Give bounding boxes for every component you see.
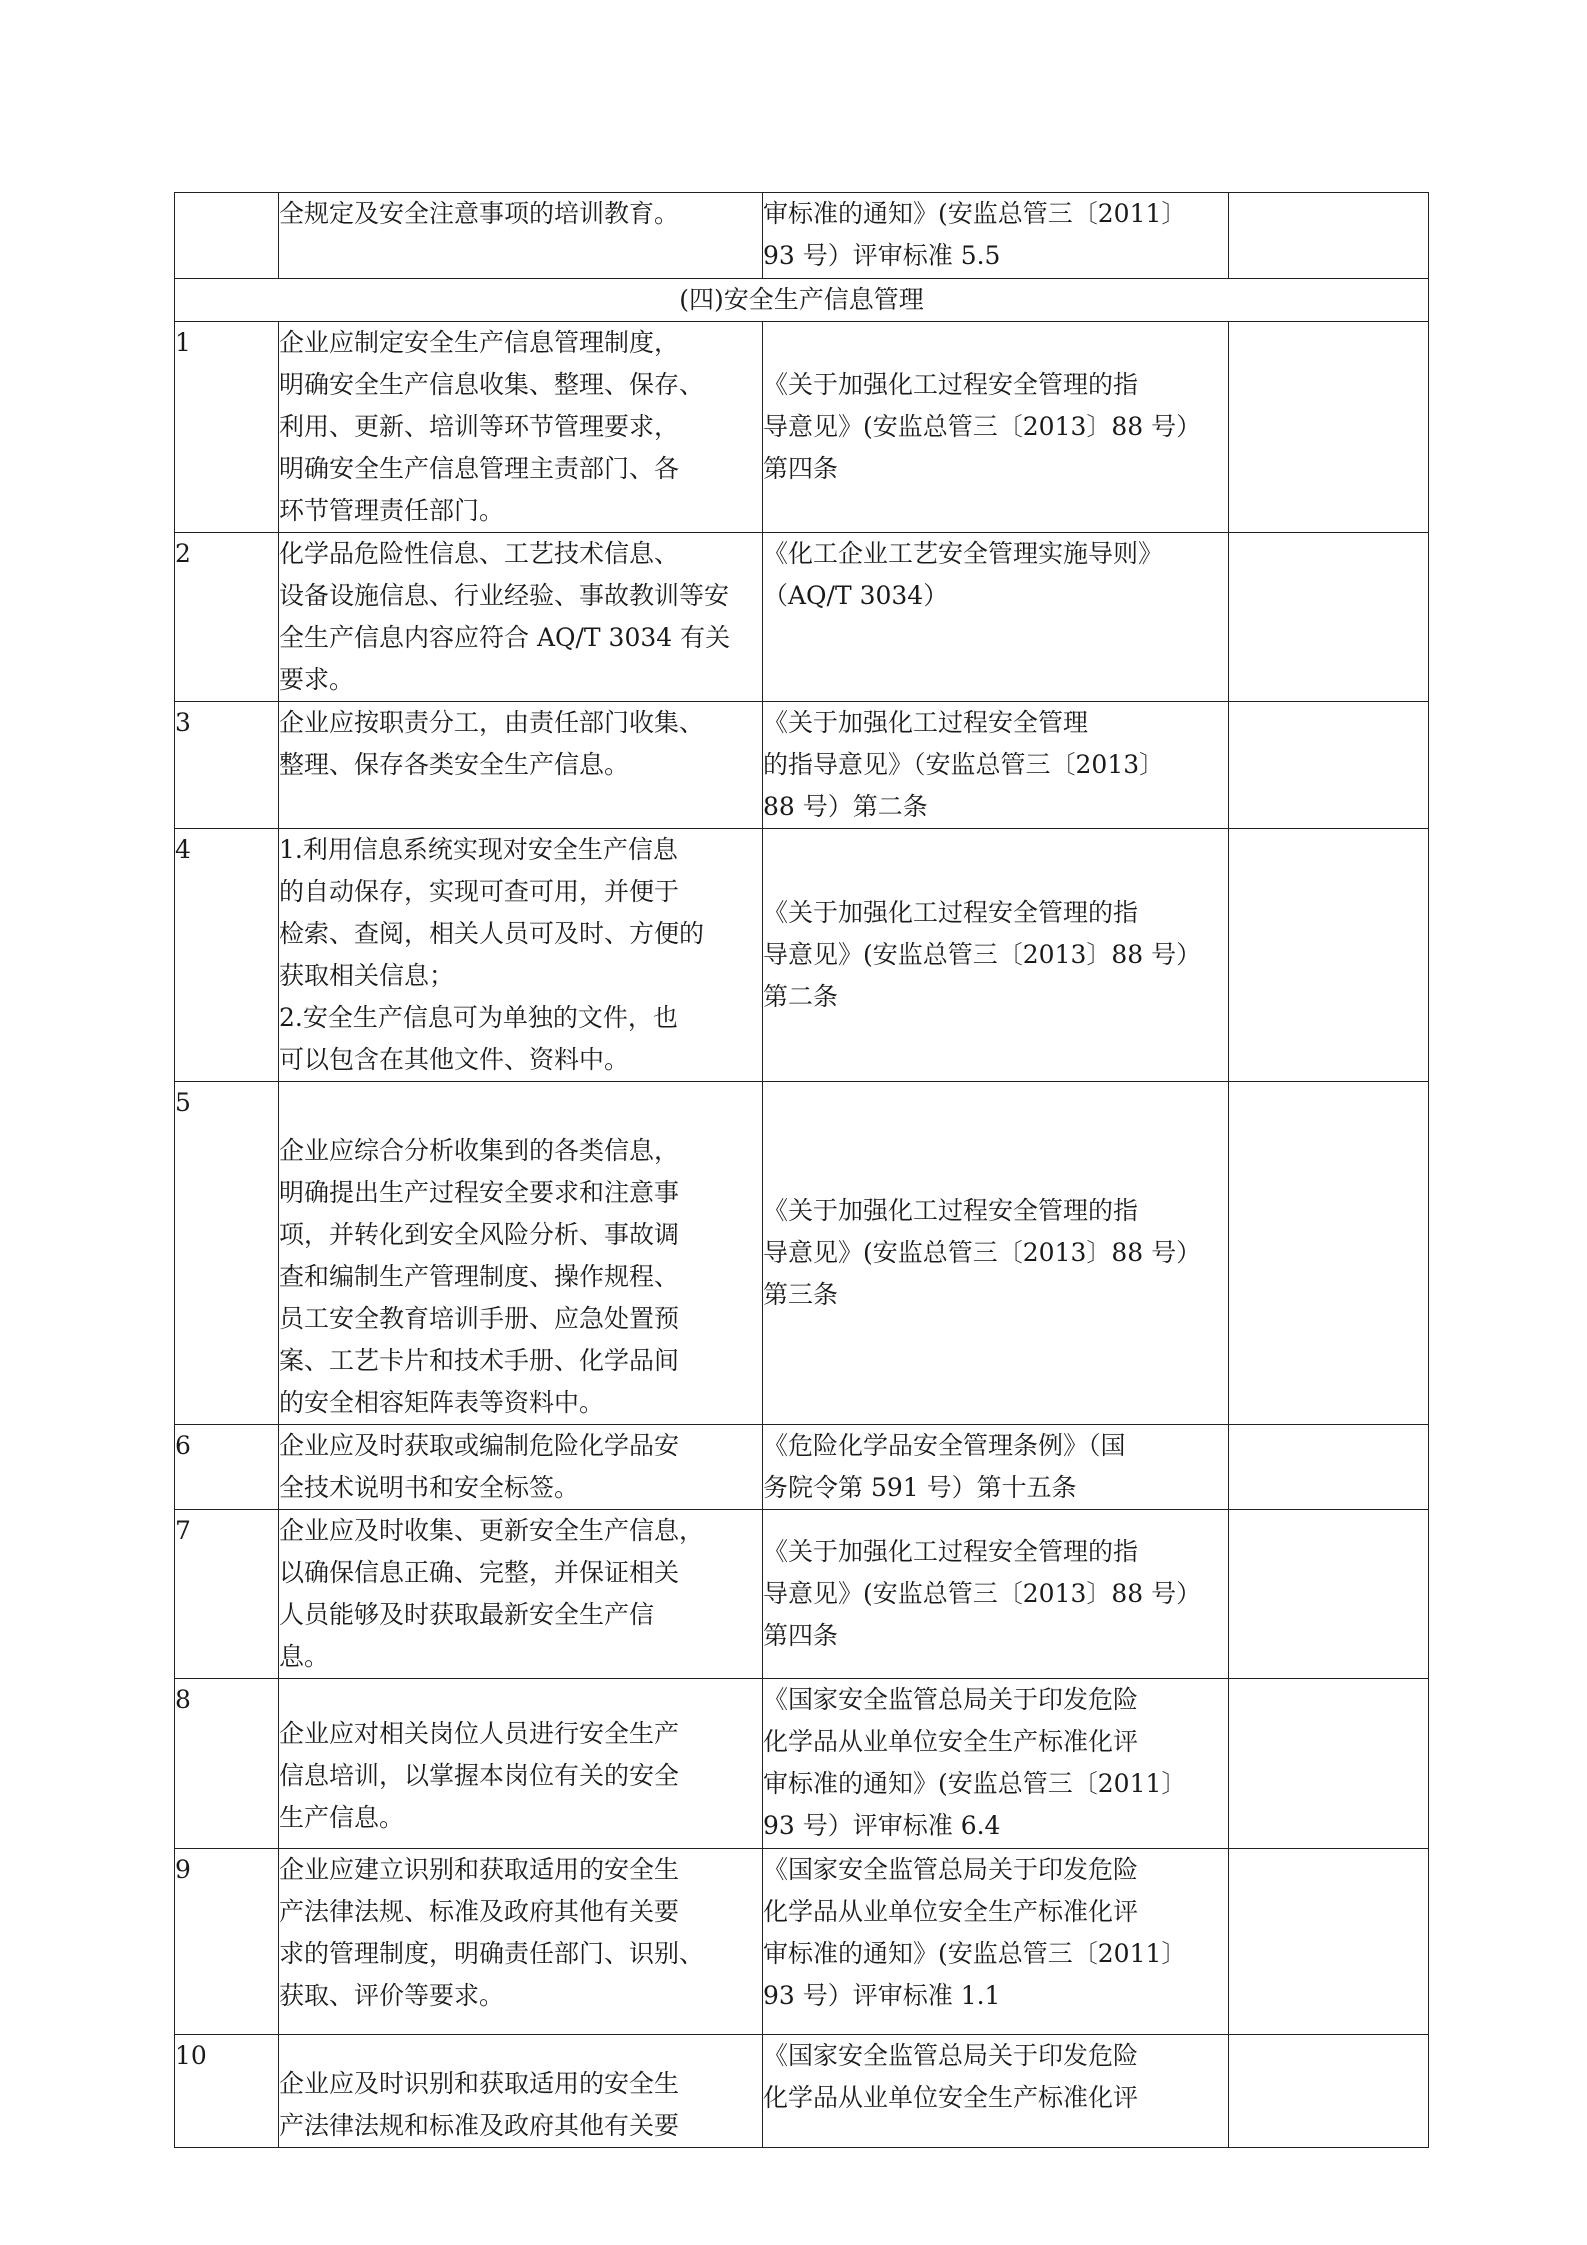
text-line: 息。	[279, 1642, 330, 1671]
table-row	[175, 193, 1429, 279]
text-line: 导意见》(安监总管三〔2013〕88 号）	[763, 940, 1202, 969]
text-line: 可以包含在其他文件、资料中。	[279, 1045, 630, 1074]
text-line: 《危险化学品安全管理条例》（国	[763, 1431, 1126, 1460]
requirements-table	[174, 192, 1429, 2148]
remark-cell	[1229, 1082, 1429, 1425]
text-line: 审标准的通知》(安监总管三〔2011〕	[763, 1769, 1187, 1798]
text-line: 93 号）评审标准 1.1	[763, 1981, 1001, 2010]
remark-cell	[1229, 322, 1429, 533]
text-line: 案、工艺卡片和技术手册、化学品间	[279, 1346, 680, 1375]
table-row	[175, 1510, 1429, 1679]
remark-cell	[1229, 1425, 1429, 1510]
text-line: 导意见》(安监总管三〔2013〕88 号）	[763, 1579, 1202, 1608]
text-line: 整理、保存各类安全生产信息。	[279, 750, 630, 779]
table-row	[175, 702, 1429, 829]
requirement-cell	[279, 1082, 763, 1425]
text-line: 第四条	[763, 454, 839, 483]
text-line: 项，并转化到安全风险分析、事故调	[279, 1220, 680, 1249]
text-line: （AQ/T 3034）	[763, 581, 949, 610]
text-line: 93 号）评审标准 5.5	[763, 241, 1001, 270]
text-line: 《关于加强化工过程安全管理的指	[763, 898, 1139, 927]
text-line: 93 号）评审标准 6.4	[763, 1811, 1001, 1840]
text-line: 第四条	[763, 1621, 839, 1650]
text-line: 信息培训，以掌握本岗位有关的安全	[279, 1761, 680, 1790]
text-line: 产法律法规、标准及政府其他有关要	[279, 1897, 680, 1926]
remark-cell	[1229, 2035, 1429, 2148]
text-line: 企业应按职责分工，由责任部门收集、	[279, 708, 705, 737]
text-line: 设备设施信息、行业经验、事故教训等安	[279, 581, 730, 610]
text-line: 的安全相容矩阵表等资料中。	[279, 1388, 605, 1417]
row-number: 5	[175, 1082, 279, 1425]
text-line: 检索、查阅，相关人员可及时、方便的	[279, 919, 705, 948]
table-body	[175, 193, 1429, 2148]
text-line: 1.利用信息系统实现对安全生产信息	[279, 835, 678, 864]
row-number: 4	[175, 829, 279, 1082]
remark-cell	[1229, 193, 1429, 279]
text-line: 企业应制定安全生产信息管理制度，	[279, 328, 680, 357]
text-line: 审标准的通知》(安监总管三〔2011〕	[763, 199, 1187, 228]
text-line: 的指导意见》（安监总管三〔2013〕	[763, 750, 1165, 779]
text-line: 全技术说明书和安全标签。	[279, 1473, 580, 1502]
text-line: 第三条	[763, 1280, 839, 1309]
text-line: 导意见》(安监总管三〔2013〕88 号）	[763, 1238, 1202, 1267]
text-line: 利用、更新、培训等环节管理要求，	[279, 412, 680, 441]
table-row	[175, 829, 1429, 1082]
row-number: 2	[175, 533, 279, 702]
row-number: 8	[175, 1679, 279, 1849]
text-line: 获取相关信息；	[279, 961, 455, 990]
requirement-cell	[279, 2035, 763, 2148]
table-row	[175, 1849, 1429, 2035]
text-line: 环节管理责任部门。	[279, 496, 505, 525]
row-number: 6	[175, 1425, 279, 1510]
text-line: 化学品从业单位安全生产标准化评	[763, 2083, 1139, 2112]
requirement-cell	[279, 1425, 763, 1510]
text-line: 审标准的通知》(安监总管三〔2011〕	[763, 1939, 1187, 1968]
text-line: 以确保信息正确、完整，并保证相关	[279, 1558, 680, 1587]
section-header-row	[175, 279, 1429, 322]
basis-cell	[763, 2035, 1229, 2148]
basis-cell	[763, 193, 1229, 279]
text-line: 生产信息。	[279, 1803, 405, 1832]
text-line: 《国家安全监管总局关于印发危险	[763, 1855, 1139, 1884]
remark-cell	[1229, 829, 1429, 1082]
text-line: 员工安全教育培训手册、应急处置预	[279, 1304, 680, 1333]
requirement-cell	[279, 533, 763, 702]
text-line: 企业应及时识别和获取适用的安全生	[279, 2069, 680, 2098]
text-line: 《关于加强化工过程安全管理的指	[763, 1537, 1139, 1566]
row-number-cell	[175, 193, 279, 279]
text-line: 人员能够及时获取最新安全生产信	[279, 1600, 655, 1629]
text-line: 求的管理制度，明确责任部门、识别、	[279, 1939, 705, 1968]
text-line: 2.安全生产信息可为单独的文件，也	[279, 1003, 678, 1032]
requirement-cell	[279, 193, 763, 279]
remark-cell	[1229, 1679, 1429, 1849]
text-line: 企业应对相关岗位人员进行安全生产	[279, 1719, 680, 1748]
text-line: 产法律法规和标准及政府其他有关要	[279, 2111, 680, 2140]
text-line: 全生产信息内容应符合 AQ/T 3034 有关	[279, 623, 731, 652]
basis-cell	[763, 1510, 1229, 1679]
requirement-cell	[279, 322, 763, 533]
remark-cell	[1229, 702, 1429, 829]
remark-cell	[1229, 533, 1429, 702]
table-row	[175, 1082, 1429, 1425]
row-number: 1	[175, 322, 279, 533]
text-line: 导意见》(安监总管三〔2013〕88 号）	[763, 412, 1202, 441]
basis-cell	[763, 1425, 1229, 1510]
text-line: 第二条	[763, 982, 839, 1011]
text-line: 明确安全生产信息管理主责部门、各	[279, 454, 680, 483]
text-line: 企业应综合分析收集到的各类信息，	[279, 1136, 680, 1165]
text-line: 《关于加强化工过程安全管理	[763, 708, 1089, 737]
requirement-cell	[279, 1510, 763, 1679]
text-line: 《国家安全监管总局关于印发危险	[763, 1685, 1139, 1714]
basis-cell	[763, 322, 1229, 533]
text-line: 《关于加强化工过程安全管理的指	[763, 1196, 1139, 1225]
row-number: 3	[175, 702, 279, 829]
table-row	[175, 1425, 1429, 1510]
basis-cell	[763, 1082, 1229, 1425]
table-row	[175, 322, 1429, 533]
table-row	[175, 533, 1429, 702]
text-line: 获取、评价等要求。	[279, 1981, 505, 2010]
text-line: 务院令第 591 号）第十五条	[763, 1473, 1077, 1502]
text-line: 企业应建立识别和获取适用的安全生	[279, 1855, 680, 1884]
text-line: 全规定及安全注意事项的培训教育。	[279, 199, 680, 228]
row-number: 9	[175, 1849, 279, 2035]
text-line: 要求。	[279, 665, 355, 694]
text-line: 《关于加强化工过程安全管理的指	[763, 370, 1139, 399]
text-line: 88 号）第二条	[763, 792, 928, 821]
section-title: (四)安全生产信息管理	[175, 279, 1429, 322]
text-line: 《国家安全监管总局关于印发危险	[763, 2041, 1139, 2070]
basis-cell	[763, 533, 1229, 702]
text-line: 化学品从业单位安全生产标准化评	[763, 1727, 1139, 1756]
basis-cell	[763, 702, 1229, 829]
row-number: 7	[175, 1510, 279, 1679]
basis-cell	[763, 1849, 1229, 2035]
text-line: 的自动保存，实现可查可用，并便于	[279, 877, 680, 906]
table-row	[175, 2035, 1429, 2148]
text-line: 《化工企业工艺安全管理实施导则》	[763, 539, 1164, 568]
text-line: 企业应及时获取或编制危险化学品安	[279, 1431, 680, 1460]
basis-cell	[763, 1679, 1229, 1849]
requirement-cell	[279, 829, 763, 1082]
text-line: 化学品从业单位安全生产标准化评	[763, 1897, 1139, 1926]
text-line: 企业应及时收集、更新安全生产信息，	[279, 1516, 705, 1545]
requirement-cell	[279, 702, 763, 829]
basis-cell	[763, 829, 1229, 1082]
remark-cell	[1229, 1849, 1429, 2035]
text-line: 化学品危险性信息、工艺技术信息、	[279, 539, 680, 568]
text-line: 查和编制生产管理制度、操作规程、	[279, 1262, 680, 1291]
table-row	[175, 1679, 1429, 1849]
requirement-cell	[279, 1849, 763, 2035]
text-line: 明确安全生产信息收集、整理、保存、	[279, 370, 705, 399]
text-line: 明确提出生产过程安全要求和注意事	[279, 1178, 680, 1207]
remark-cell	[1229, 1510, 1429, 1679]
row-number: 10	[175, 2035, 279, 2148]
requirement-cell	[279, 1679, 763, 1849]
